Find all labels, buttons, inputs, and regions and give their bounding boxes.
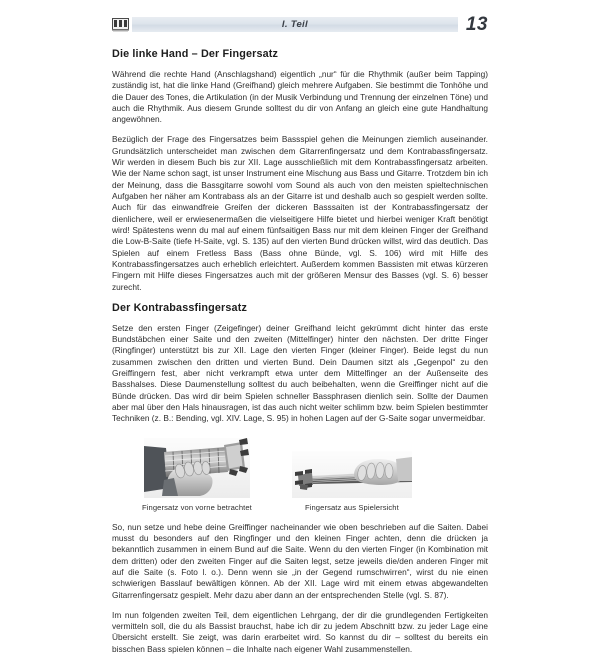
header-section-title: I. Teil: [281, 18, 308, 30]
header-title-bar: [132, 17, 458, 32]
figure-caption-player-view: Fingersatz aus Spielersicht: [304, 502, 399, 512]
section-heading-2: Der Kontrabassfingersatz: [112, 301, 247, 314]
bass-neck-front-view-photo: [144, 438, 250, 498]
figure-row: [112, 438, 488, 512]
paragraph-closing-2: Im nun folgenden zweiten Teil, dem eigentlichen Lehrgang, der dir die grundlegenden Fertigkeiten vermitteln soll, die du als Bassist brauchst, habe ich dir zu jedem Abschnitt bzw. zu jeder Lage eine Übersicht erstellt. Sie zeigt, was darin erarbeitet wird. So kannst du dir – solltest du bereits ein bisschen Bass spielen können – die Inhalte nach eigener Wahl zusammenstellen.: [112, 609, 488, 654]
figure-player-view: [292, 451, 412, 512]
paragraph-closing-1: So, nun setze und hebe deine Greiffinger nacheinander wie oben beschrieben auf die Saiten. Dabei musst du besonders auf den Ringfinger und den kleinen Finger achten, denn die drücken ja bekanntlich zusammen in einem Bund auf die Saite. Wenn du den vierten Finger (in Kombination mit dem dritten) oder den zweiten Finger auf die Saiten legst, setze jeweils die/den anderen Finger mit auf die Saite (s. Foto l. o.). Denn wenn sie „in der Gegend rumschwirren“, wirst du nie einen schwierigen Basslauf bewältigen können. Ab der XII. Lage wird mit einem etwas abgewandelten Gitarrenfingersatz gespielt. Mehr dazu aber dann an der entsprechenden Stelle (vgl. S. 87).: [112, 521, 488, 600]
paragraph-2-1: Setze den ersten Finger (Zeigefinger) deiner Greifhand leicht gekrümmt dicht hinter das erste Bundstäbchen einer Saite und den zweiten (Mittelfinger) hinter den nächsten. Der dritte Finger (Ringfinger) unterstützt bis zur XII. Lage den vierten Finger (kleiner Finger). Beide legst du nun zusammen zwischen den dritten und vierten Bund. Dein Daumen sitzt als „Gegenpol“ zu den Greiffingern fest, aber nicht verkrampft etwa unter dem Mittelfinger an der Außenseite des Basshalses. Diese Daumenstellung solltest du auch beibehalten, wenn die Greiffinger nicht auf die Bünde drücken. Das wird dir beim Spielen schneller Bassphrasen dienlich sein. Sollte der Daumen aber mal über den Hals hinausragen, ist das auch nicht weiter schlimm bzw. beim Spielen bestimmter Techniken (z. B.: Bending, vgl. XIV. Lage, S. 95) in hohen Lagen auf der G-Saite sogar unvermeidbar.: [112, 322, 488, 424]
bass-neck-player-view-photo: [292, 451, 412, 498]
page-number: 13: [465, 14, 488, 35]
page-content: [112, 14, 488, 663]
section-heading-1: Die linke Hand – Der Fingersatz: [112, 48, 279, 60]
bass-headstock-icon: [112, 18, 129, 32]
running-header: [112, 14, 488, 35]
paragraph-1-1: Während die rechte Hand (Anschlagshand) eigentlich „nur“ für die Rhythmik (außer beim Tapping) zuständig ist, hat die linke Hand (Greifhand) gleich mehrere Aufgaben. Sie bestimmt die Tonhöhe und die Dauer des Tones, die Artikulation (in der Musik Verbindung und Trennung der einzelnen Töne) und auch die Rhythmik. Aus diesem Grunde solltest du dir von Anfang an gleich eine gute Handhaltung angewöhnen.: [112, 69, 488, 125]
figure-caption-front-view: Fingersatz von vorne betrachtet: [142, 502, 252, 512]
figure-front-view: [142, 438, 252, 512]
paragraph-1-2: Bezüglich der Frage des Fingersatzes beim Bassspiel gehen die Meinungen ziemlich auseinander. Grundsätzlich unterscheidet man zwischen dem Gitarrenfingersatz und dem Kontrabassfingersatz. Wir werden in diesem Buch bis zur XII. Lage ausschließlich mit dem Kontrabassfingersatz arbeiten. Wie der Name schon sagt, ist unser Instrument eine Mischung aus Bass und Gitarre. Trotzdem bin ich der Meinung, dass die Bassgitarre sowohl vom Sound als auch von den meisten spieltechnischen Aufgaben her näher am Kontrabass als an der Gitarre ist und deshalb auch so gespielt werden sollte. Auch für das einwandfreie Greifen der dickeren Basssaiten ist der Kontrabassfingersatz der dienlichere, weil er erwiesenermaßen die vielseitigere Hilfe bietet und hierbei weniger Kraft benötigt wird! Spätestens wenn du mal auf einem fünfsaitigen Bass nur mit dem kleinen Finger der Greifhand die Low-B-Saite (tiefe H-Saite, vgl. S. 135) auf den vierten Bund drücken willst, wird das deutlich. Das Spielen auf einem Fretless Bass (Bass ohne Bünde, vgl. S. 106) wird mit Hilfe des Kontrabassfingersatzes auch erheblich erleichtert. Außerdem kommen Bassisten mit etwas kürzeren Fingern mit Hilfe dieses Fingersatzes auch mit der größeren Mensur des Basses (vgl. S. 6) besser zurecht.: [112, 134, 488, 292]
